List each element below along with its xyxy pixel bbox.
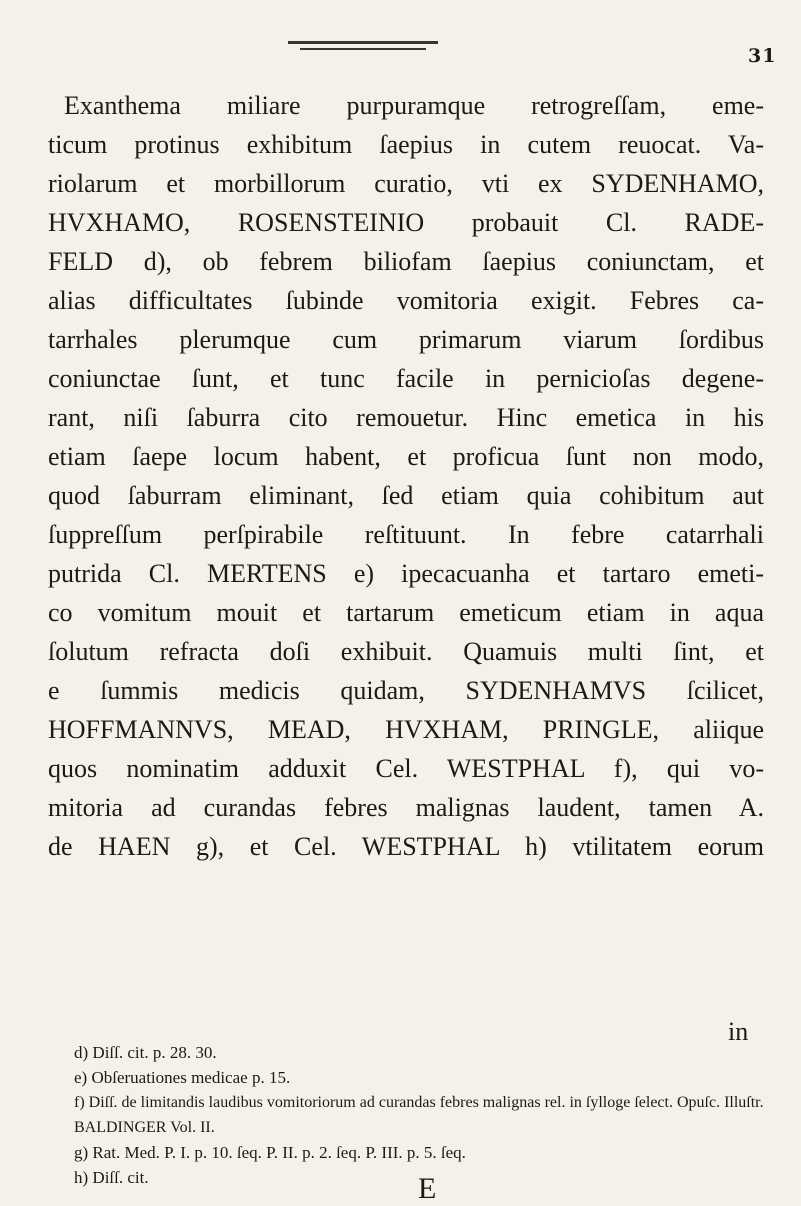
footnote: e) Obſeruationes medicae p. 15. bbox=[74, 1068, 291, 1087]
body-line: tarrhales plerumque cum primarum viarum ſordibus bbox=[48, 325, 764, 354]
body-line: HVXHAMO, ROSENSTEINIO probauit Cl. RADE- bbox=[48, 208, 764, 237]
footnote: g) Rat. Med. P. I. p. 10. ſeq. P. II. p. 2. ſeq. P. III. p. 5. ſeq. bbox=[74, 1143, 466, 1162]
body-line: HOFFMANNVS, MEAD, HVXHAM, PRINGLE, aliique bbox=[48, 715, 764, 744]
body-line: FELD d), ob febrem biliofam ſaepius coniunctam, et bbox=[48, 247, 764, 276]
footnote: f) Diſſ. de limitandis laudibus vomitoriorum ad curandas febres malignas rel. in ſylloge ſelect. Opuſc. Illuſtr. BALDINGER Vol. II. bbox=[74, 1094, 764, 1136]
body-text bbox=[48, 86, 764, 866]
body-line: ticum protinus exhibitum ſaepius in cutem reuocat. Va- bbox=[48, 130, 764, 159]
page-number: 31 bbox=[748, 45, 777, 67]
body-line: co vomitum mouit et tartarum emeticum etiam in aqua bbox=[48, 598, 764, 627]
footnote: h) Diſſ. cit. bbox=[74, 1168, 149, 1187]
header-rule bbox=[288, 41, 438, 44]
body-line: ſolutum refracta doſi exhibuit. Quamuis multi ſint, et bbox=[48, 637, 764, 666]
catchword: in bbox=[728, 1017, 749, 1046]
body-line: alias difficultates ſubinde vomitoria exigit. Febres ca- bbox=[48, 286, 764, 315]
body-line: e ſummis medicis quidam, SYDENHAMVS ſcilicet, bbox=[48, 676, 764, 705]
header-rule-thin bbox=[300, 48, 426, 50]
body-line: putrida Cl. MERTENS e) ipecacuanha et tartaro emeti- bbox=[48, 559, 764, 588]
body-line: ſuppreſſum perſpirabile reſtituunt. In febre catarrhali bbox=[48, 520, 764, 549]
body-line: quos nominatim adduxit Cel. WESTPHAL f), qui vo- bbox=[48, 754, 764, 783]
body-line: Exanthema miliare purpuramque retrogreſſam, eme- bbox=[64, 91, 764, 120]
footnotes bbox=[74, 1040, 774, 1190]
body-line: quod ſaburram eliminant, ſed etiam quia cohibitum aut bbox=[48, 481, 764, 510]
body-line: etiam ſaepe locum habent, et proficua ſunt non modo, bbox=[48, 442, 764, 471]
footnote: d) Diſſ. cit. p. 28. 30. bbox=[74, 1043, 217, 1062]
body-line: mitoria ad curandas febres malignas laudent, tamen A. bbox=[48, 793, 764, 822]
body-line: riolarum et morbillorum curatio, vti ex SYDENHAMO, bbox=[48, 169, 764, 198]
body-line: de HAEN g), et Cel. WESTPHAL h) vtilitatem eorum bbox=[48, 832, 764, 861]
signature-mark: E bbox=[418, 1172, 437, 1205]
body-line: rant, niſi ſaburra cito remouetur. Hinc emetica in his bbox=[48, 403, 764, 432]
body-line: coniunctae ſunt, et tunc facile in pernicioſas degene- bbox=[48, 364, 764, 393]
